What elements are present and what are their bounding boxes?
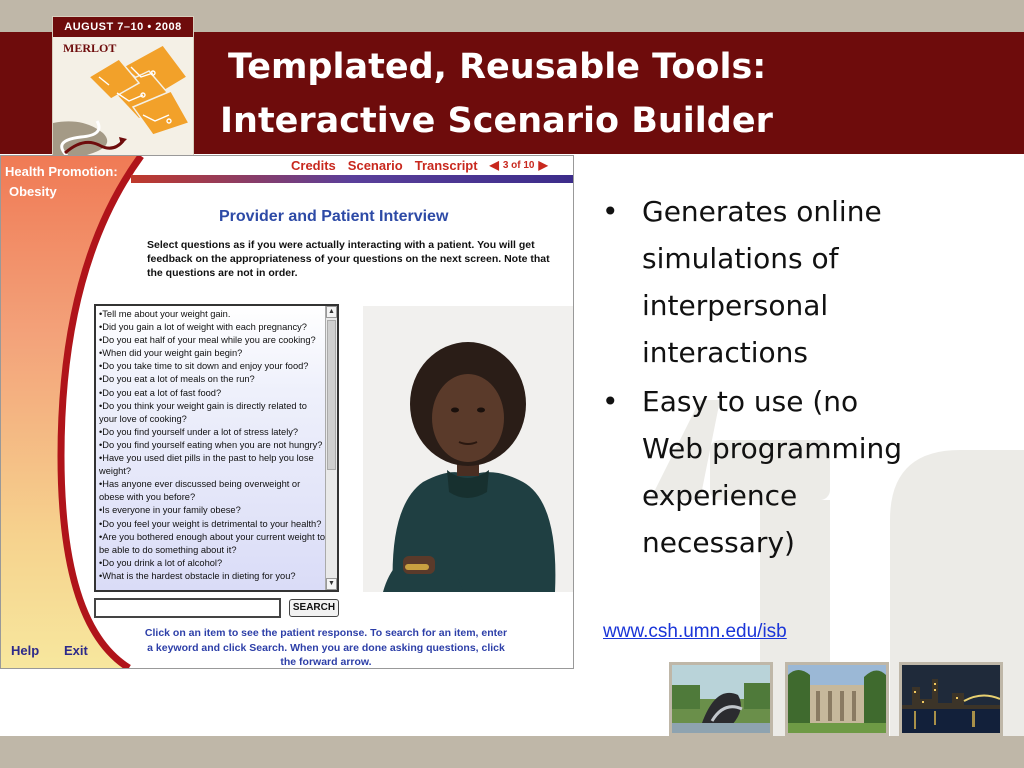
question-item[interactable]: •Tell me about your weight gain.	[99, 309, 231, 319]
scroll-thumb[interactable]	[327, 320, 336, 470]
question-item[interactable]: •Have you used diet pills in the past to help you lose weight?	[99, 453, 314, 477]
bullet-text-line: necessary)	[642, 526, 795, 559]
forward-arrow-icon[interactable]: ▶	[538, 158, 548, 172]
question-item[interactable]: •Did you gain a lot of weight with each pregnancy?	[99, 322, 307, 333]
search-button[interactable]: SEARCH	[289, 599, 339, 617]
thumbnail-night-skyline	[899, 662, 1003, 736]
question-item[interactable]: •Has anyone ever discussed being overweight or obese with you before?	[99, 479, 301, 503]
slide-title	[220, 40, 1000, 148]
slide-title-line-1: Templated, Reusable Tools:	[228, 47, 767, 87]
skyline-photo	[902, 665, 1000, 733]
scroll-up-icon[interactable]: ▲	[326, 306, 337, 318]
nav-divider-bar	[131, 175, 573, 183]
question-item[interactable]: •Are you bothered enough about your current weight to be able to do something about it?	[99, 531, 326, 555]
page-indicator: 3 of 10	[502, 159, 535, 171]
bullet-text-line: simulations of	[642, 242, 839, 275]
question-item[interactable]: •Do you find yourself eating when you are not hungry?	[99, 439, 323, 450]
bullet-text-line: experience	[642, 479, 798, 512]
question-item[interactable]: •Do you eat a lot of fast food?	[99, 387, 222, 398]
bullet-item	[602, 188, 1002, 376]
scenario-link[interactable]: Scenario	[347, 157, 403, 173]
patient-image	[363, 306, 573, 592]
question-item[interactable]: •Do you eat half of your meal while you are cooking?	[99, 335, 316, 346]
logo-name: MERLOT	[63, 41, 117, 55]
question-list-scrollbar[interactable]	[325, 306, 337, 590]
transcript-link[interactable]: Transcript	[414, 157, 478, 173]
app-topic	[5, 162, 118, 202]
interview-heading: Provider and Patient Interview	[219, 208, 449, 225]
bullet-text-line: Web programming	[642, 432, 903, 465]
merlot-logo	[52, 16, 194, 164]
credits-link[interactable]: Credits	[291, 157, 336, 173]
exit-link[interactable]: Exit	[64, 643, 88, 658]
back-arrow-icon[interactable]: ◀	[489, 158, 499, 172]
bottom-strip	[0, 736, 1024, 768]
campus-photo	[788, 665, 886, 733]
scenario-builder-screenshot	[0, 155, 574, 669]
question-list-box[interactable]	[94, 304, 339, 592]
bullet-text-line: Easy to use (no	[642, 385, 859, 418]
question-item[interactable]: •Do you take time to sit down and enjoy your food?	[99, 361, 309, 372]
app-topic-line-2: Obesity	[9, 184, 57, 199]
usage-hint: Click on an item to see the patient response. To search for an item, enter a keyword and click Search. When you are done asking questions, click the forward arrow.	[144, 627, 508, 668]
thumbnail-campus	[785, 662, 889, 736]
thumbnail-sculpture	[669, 662, 773, 736]
logo-artwork	[53, 37, 193, 164]
patient-photo	[363, 306, 573, 592]
slide-title-line-2: Interactive Scenario Builder	[220, 101, 773, 141]
bullet-text-line: Generates online	[642, 195, 882, 228]
app-topic-line-1: Health Promotion:	[5, 164, 118, 179]
question-item[interactable]: •Is everyone in your family obese?	[99, 505, 241, 516]
bullet-item	[602, 378, 1002, 566]
logo-date: AUGUST 7–10 • 2008	[53, 17, 193, 37]
bullet-text-line: interactions	[642, 336, 809, 369]
bullet-icon: •	[602, 195, 619, 228]
scroll-down-icon[interactable]: ▼	[326, 578, 337, 590]
question-item[interactable]: •Do you think your weight gain is directly related to your love of cooking?	[99, 400, 307, 424]
interview-instructions: Select questions as if you were actually interacting with a patient. You will get feedback on the appropriateness of your questions on the next screen. Note that the questions are not in order.	[147, 239, 550, 279]
pager	[490, 158, 548, 172]
app-nav	[291, 156, 548, 174]
question-item[interactable]: •Do you find yourself under a lot of stress lately?	[99, 426, 299, 437]
question-item[interactable]: •Do you eat a lot of meals on the run?	[99, 374, 255, 385]
question-item[interactable]: •Do you feel your weight is detrimental to your health?	[99, 518, 322, 529]
isb-link[interactable]: www.csh.umn.edu/isb	[603, 621, 787, 642]
question-item[interactable]: •What is the hardest obstacle in dieting for you?	[99, 570, 296, 581]
sculpture-photo	[672, 665, 770, 733]
help-link[interactable]: Help	[11, 643, 40, 658]
question-list	[99, 308, 325, 583]
bullet-list	[602, 188, 1002, 568]
question-item[interactable]: •When did your weight gain begin?	[99, 348, 243, 359]
search-input[interactable]	[94, 598, 281, 618]
bullet-text-line: interpersonal	[642, 289, 829, 322]
question-item[interactable]: •Do you drink a lot of alcohol?	[99, 557, 223, 568]
bullet-icon: •	[602, 385, 619, 418]
